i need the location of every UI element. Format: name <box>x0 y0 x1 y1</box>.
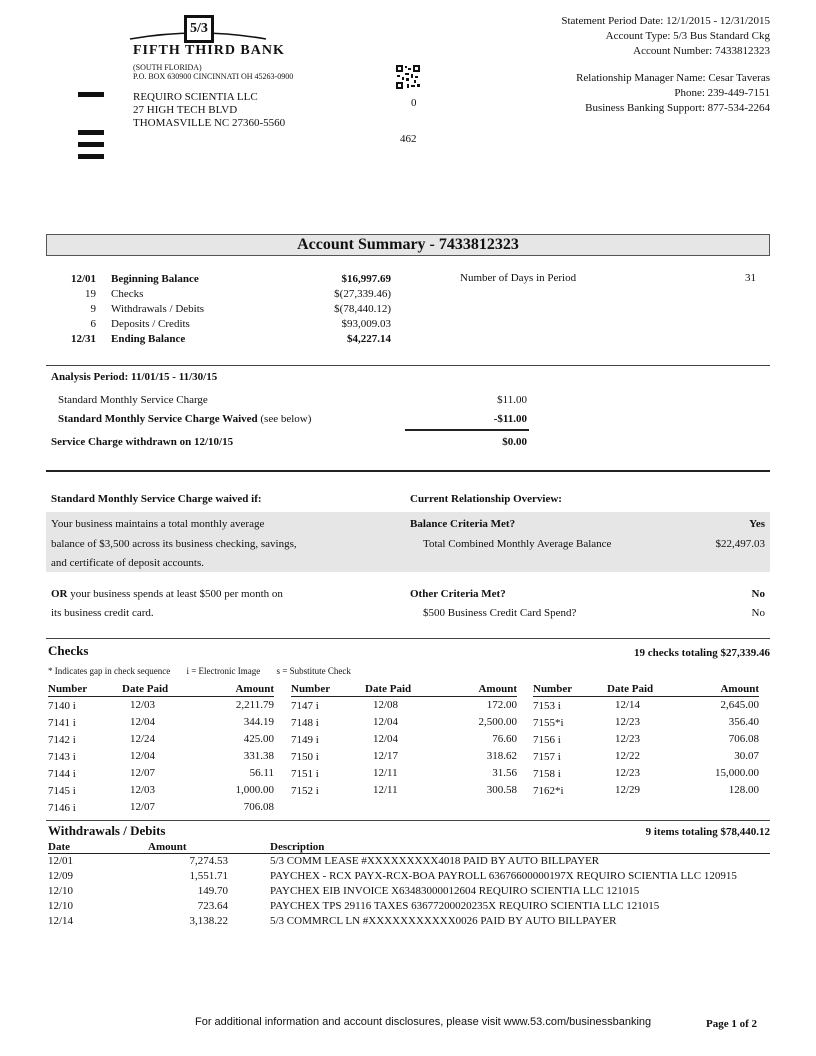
summary-row-amount: $(78,440.12) <box>334 303 391 315</box>
withdrawal-amount: 723.64 <box>197 900 228 912</box>
service-charge-waived <box>58 413 311 425</box>
check-row <box>291 697 517 715</box>
combined-balance-value: $22,497.03 <box>715 538 765 550</box>
check-row <box>533 782 759 799</box>
mail-code-2: 462 <box>400 133 417 145</box>
check-number: 7158 i <box>533 768 561 780</box>
col-header-number: Number <box>291 683 331 695</box>
check-amount: 356.40 <box>728 716 759 728</box>
check-row <box>291 748 517 765</box>
qr-code <box>396 65 420 89</box>
check-date: 12/29 <box>615 784 641 796</box>
mail-code-1: 0 <box>411 97 417 109</box>
other-criteria-value: No <box>751 588 765 600</box>
withdrawal-description: 5/3 COMM LEASE #XXXXXXXXX4018 PAID BY AUTO BILLPAYER <box>270 855 600 867</box>
summary-row-label: Ending Balance <box>111 333 186 345</box>
other-criteria-label: Other Criteria Met? <box>410 588 506 600</box>
check-date: 12/04 <box>130 750 156 762</box>
withdrawal-row <box>48 884 770 899</box>
withdrawal-description: PAYCHEX EIB INVOICE X63483000012604 REQUIRO SCIENTIA LLC 121015 <box>270 885 640 897</box>
statement-info <box>450 14 770 59</box>
waiver-or: OR <box>51 588 68 600</box>
check-number: 7152 i <box>291 785 319 797</box>
business-support: Business Banking Support: 877-534-2264 <box>585 102 770 114</box>
credit-card-spend-value: No <box>751 607 765 619</box>
withdrawals-table <box>48 840 770 929</box>
check-date: 12/04 <box>373 716 399 728</box>
service-charge-waived-label: Standard Monthly Service Charge Waived <box>58 413 258 425</box>
check-number: 7149 i <box>291 734 319 746</box>
days-in-period-value: 31 <box>745 272 756 284</box>
check-amount: 331.38 <box>243 750 274 762</box>
days-in-period-label: Number of Days in Period <box>460 272 577 284</box>
check-amount: 2,211.79 <box>235 699 274 711</box>
check-number: 7155*i <box>533 717 564 729</box>
check-date: 12/17 <box>373 750 399 762</box>
page-number: Page 1 of 2 <box>706 1018 758 1030</box>
waiver-balance-line1: Your business maintains a total monthly average <box>51 518 265 530</box>
withdrawal-amount: 1,551.71 <box>189 870 228 882</box>
bank-region: (SOUTH FLORIDA) <box>133 63 202 72</box>
withdrawal-date: 12/01 <box>48 855 74 867</box>
withdrawals-total: 9 items totaling $78,440.12 <box>645 826 770 838</box>
relationship-overview-heading: Current Relationship Overview: <box>410 493 562 505</box>
checks-header-row <box>291 682 517 697</box>
col-header-amount: Amount <box>235 683 274 695</box>
waiver-spend-line1 <box>51 588 283 600</box>
withdrawals-title: Withdrawals / Debits <box>48 823 166 838</box>
check-date: 12/23 <box>615 733 641 745</box>
service-charge-label: Standard Monthly Service Charge <box>58 394 208 406</box>
summary-row-count: 12/01 <box>70 273 96 285</box>
check-amount: 56.11 <box>249 767 274 779</box>
service-charge-value: $11.00 <box>497 394 527 406</box>
legend-electronic: i = Electronic Image <box>186 666 261 676</box>
checks-column <box>291 682 517 799</box>
check-number: 7144 i <box>48 768 76 780</box>
summary-row-amount: $4,227.14 <box>347 333 391 345</box>
withdrawal-row <box>48 869 770 884</box>
summary-row-label: Withdrawals / Debits <box>111 303 205 315</box>
summary-row-count: 12/31 <box>70 333 96 345</box>
check-amount: 172.00 <box>486 699 517 711</box>
mail-mark-bar <box>78 130 104 135</box>
check-amount: 76.60 <box>492 733 517 745</box>
relationship-info <box>450 71 770 116</box>
check-date: 12/08 <box>373 699 399 711</box>
withdrawals-header-row <box>48 840 770 854</box>
check-number: 7151 i <box>291 768 319 780</box>
bank-address: P.O. BOX 630900 CINCINNATI OH 45263-0900 <box>133 72 294 81</box>
summary-row-label: Beginning Balance <box>111 273 199 285</box>
check-date: 12/22 <box>615 750 641 762</box>
summary-row-amount: $93,009.03 <box>341 318 391 330</box>
withdrawal-amount: 3,138.22 <box>189 915 228 927</box>
check-row <box>48 799 274 816</box>
check-amount: 300.58 <box>486 784 517 796</box>
divider <box>46 638 770 639</box>
check-number: 7142 i <box>48 734 76 746</box>
withdrawal-date: 12/10 <box>48 900 74 912</box>
col-header-date-paid: Date Paid <box>365 683 412 695</box>
divider <box>46 470 770 472</box>
check-number: 7148 i <box>291 717 319 729</box>
check-row <box>291 714 517 731</box>
check-date: 12/11 <box>373 767 398 779</box>
check-row <box>48 731 274 748</box>
waiver-spend-line2: its business credit card. <box>51 607 154 619</box>
waiver-balance-line2: balance of $3,500 across its business checking, savings, <box>51 538 297 550</box>
check-row <box>48 714 274 731</box>
summary-row-amount: $16,997.69 <box>341 273 391 285</box>
credit-card-spend-label: $500 Business Credit Card Spend? <box>423 607 577 619</box>
divider <box>46 820 770 821</box>
account-number: Account Number: 7433812323 <box>633 45 770 57</box>
account-type: Account Type: 5/3 Bus Standard Ckg <box>605 30 770 42</box>
col-header-description: Description <box>270 840 325 853</box>
checks-header-row <box>533 682 759 697</box>
check-amount: 15,000.00 <box>715 767 759 779</box>
service-charge-withdrawn-label: Service Charge withdrawn on 12/10/15 <box>51 436 234 448</box>
check-row <box>533 765 759 782</box>
mail-mark-bar <box>78 142 104 147</box>
checks-total: 19 checks totaling $27,339.46 <box>634 647 770 659</box>
service-charge-waived-note: (see below) <box>257 413 312 425</box>
bank-name: FIFTH THIRD BANK <box>133 43 285 58</box>
check-number: 7143 i <box>48 751 76 763</box>
check-row <box>291 765 517 782</box>
qr-code-graphic <box>396 65 420 89</box>
check-row <box>48 697 274 715</box>
check-date: 12/03 <box>130 784 156 796</box>
mail-mark-bar <box>78 154 104 159</box>
check-number: 7150 i <box>291 751 319 763</box>
col-header-amount: Amount <box>148 840 187 853</box>
checks-column <box>48 682 274 816</box>
divider <box>46 365 770 366</box>
service-charge-withdrawn-value: $0.00 <box>502 436 527 448</box>
waiver-heading: Standard Monthly Service Charge waived if: <box>51 493 262 505</box>
check-row <box>533 714 759 731</box>
check-row <box>48 765 274 782</box>
check-row <box>533 748 759 765</box>
check-row <box>533 731 759 748</box>
check-number: 7147 i <box>291 700 319 712</box>
check-date: 12/23 <box>615 767 641 779</box>
waiver-balance-line3: and certificate of deposit accounts. <box>51 557 205 569</box>
footer-note: For additional information and account disclosures, please visit www.53.com/businessbanking <box>195 1016 652 1028</box>
check-number: 7153 i <box>533 700 561 712</box>
summary-row-count: 9 <box>90 303 96 315</box>
balance-criteria-label: Balance Criteria Met? <box>410 518 516 530</box>
account-summary-title: Account Summary - 7433812323 <box>46 234 770 256</box>
withdrawal-date: 12/14 <box>48 915 74 927</box>
customer-name: REQUIRO SCIENTIA LLC <box>133 91 258 103</box>
legend-gap: * Indicates gap in check sequence <box>48 666 171 676</box>
check-amount: 31.56 <box>492 767 517 779</box>
manager-phone: Phone: 239-449-7151 <box>674 87 770 99</box>
withdrawal-amount: 7,274.53 <box>189 855 228 867</box>
withdrawal-date: 12/10 <box>48 885 74 897</box>
balance-criteria-value: Yes <box>749 518 765 530</box>
check-number: 7157 i <box>533 751 561 763</box>
check-amount: 30.07 <box>734 750 759 762</box>
check-row <box>48 782 274 799</box>
check-number: 7141 i <box>48 717 76 729</box>
check-row <box>291 782 517 799</box>
check-number: 7162*i <box>533 785 564 797</box>
subtotal-line <box>405 429 529 431</box>
check-amount: 706.08 <box>243 801 274 813</box>
check-amount: 128.00 <box>728 784 759 796</box>
checks-column <box>533 682 759 799</box>
check-row <box>291 731 517 748</box>
check-amount: 1,000.00 <box>235 784 274 796</box>
check-date: 12/23 <box>615 716 641 728</box>
withdrawal-date: 12/09 <box>48 870 74 882</box>
analysis-period-title: Analysis Period: 11/01/15 - 11/30/15 <box>51 371 218 383</box>
withdrawal-row <box>48 854 770 870</box>
check-date: 12/03 <box>130 699 156 711</box>
check-date: 12/04 <box>130 716 156 728</box>
statement-period: Statement Period Date: 12/1/2015 - 12/31/2015 <box>561 15 770 27</box>
check-number: 7145 i <box>48 785 76 797</box>
check-date: 12/11 <box>373 784 398 796</box>
mail-mark-bar <box>78 92 104 97</box>
check-amount: 706.08 <box>728 733 759 745</box>
col-header-date-paid: Date Paid <box>122 683 169 695</box>
check-date: 12/07 <box>130 801 156 813</box>
withdrawal-amount: 149.70 <box>197 885 228 897</box>
withdrawal-description: PAYCHEX TPS 29116 TAXES 63677200020235X REQUIRO SCIENTIA LLC 121015 <box>270 900 660 912</box>
check-date: 12/04 <box>373 733 399 745</box>
bank-logo-mark: 5/3 <box>190 21 208 36</box>
col-header-date: Date <box>48 840 70 853</box>
summary-row-label: Deposits / Credits <box>111 318 190 330</box>
col-header-amount: Amount <box>720 683 759 695</box>
relationship-manager: Relationship Manager Name: Cesar Taveras <box>576 72 770 84</box>
check-date: 12/14 <box>615 699 641 711</box>
legend-substitute: s = Substitute Check <box>276 666 351 676</box>
check-date: 12/07 <box>130 767 156 779</box>
col-header-date-paid: Date Paid <box>607 683 654 695</box>
col-header-amount: Amount <box>478 683 517 695</box>
withdrawal-description: 5/3 COMMRCL LN #XXXXXXXXXXX0026 PAID BY AUTO BILLPAYER <box>270 915 617 927</box>
waiver-spend-text: your business spends at least $500 per month on <box>67 588 283 600</box>
withdrawal-row <box>48 899 770 914</box>
check-amount: 425.00 <box>243 733 274 745</box>
check-number: 7146 i <box>48 802 76 814</box>
summary-row-count: 19 <box>85 288 96 300</box>
check-number: 7156 i <box>533 734 561 746</box>
checks-header-row <box>48 682 274 697</box>
summary-row-amount: $(27,339.46) <box>334 288 391 300</box>
col-header-number: Number <box>533 683 573 695</box>
col-header-number: Number <box>48 683 88 695</box>
withdrawal-description: PAYCHEX - RCX PAYX-RCX-BOA PAYROLL 63676600000197X REQUIRO SCIENTIA LLC 120915 <box>270 870 737 882</box>
customer-street: 27 HIGH TECH BLVD <box>133 104 238 116</box>
combined-balance-label: Total Combined Monthly Average Balance <box>423 538 612 550</box>
check-date: 12/24 <box>130 733 156 745</box>
check-number: 7140 i <box>48 700 76 712</box>
check-amount: 318.62 <box>486 750 517 762</box>
summary-row-label: Checks <box>111 288 144 300</box>
check-amount: 2,645.00 <box>720 699 759 711</box>
checks-title: Checks <box>48 643 89 658</box>
service-charge-waived-value: -$11.00 <box>493 413 527 425</box>
summary-row-count: 6 <box>90 318 96 330</box>
check-amount: 344.19 <box>243 716 274 728</box>
checks-legend <box>48 666 351 676</box>
check-row <box>533 697 759 715</box>
customer-city: THOMASVILLE NC 27360-5560 <box>133 117 286 129</box>
check-row <box>48 748 274 765</box>
withdrawal-row <box>48 914 770 929</box>
check-amount: 2,500.00 <box>478 716 517 728</box>
